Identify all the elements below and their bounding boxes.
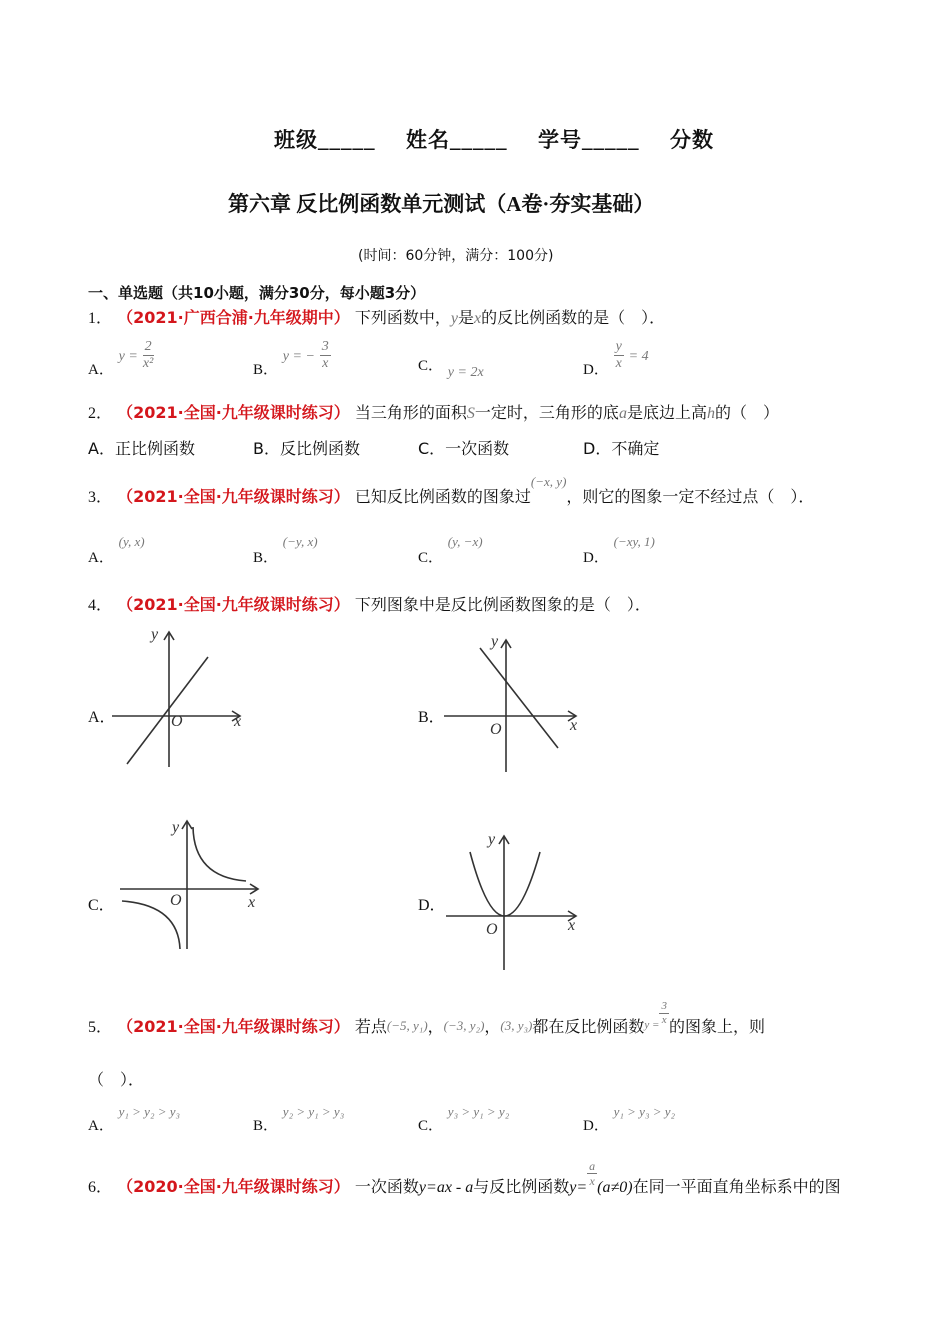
- question-6: [88, 1159, 841, 1196]
- math-expr: y₁ > y₃ > y₂: [613, 1104, 676, 1119]
- question-text: 是: [458, 308, 475, 327]
- math-expr: (−xy, 1): [613, 534, 655, 549]
- fraction-denominator: x²: [142, 356, 154, 371]
- fraction: [614, 340, 624, 371]
- math-expr: = 4: [628, 349, 649, 364]
- option-letter: C．: [418, 1118, 444, 1134]
- question-text: 的图象上，则: [668, 1017, 765, 1036]
- option-letter: A．: [88, 1118, 114, 1134]
- math-var: a: [618, 405, 627, 422]
- fraction: [143, 340, 154, 371]
- question-source: （2021·全国·九年级课时练习）: [117, 595, 350, 614]
- option-letter: D．: [583, 1118, 609, 1134]
- graph-a: [110, 622, 255, 772]
- question-number: 4．: [88, 597, 113, 614]
- q2-option-c[interactable]: C．一次函数: [418, 439, 510, 458]
- fraction-numerator: a: [589, 1159, 596, 1173]
- student-id-field: 学号_____: [538, 128, 640, 152]
- question-4: [88, 592, 651, 615]
- fraction-numerator: 3: [661, 1000, 667, 1012]
- q2-option-b[interactable]: B．反比例函数: [253, 439, 360, 458]
- y-axis-label: y: [151, 626, 159, 643]
- math-expr: (−y, x): [282, 534, 318, 549]
- math-expr: (a≠0): [597, 1179, 633, 1196]
- question-text: 当三角形的面积: [354, 403, 467, 422]
- math-expr: y₃ > y₁ > y₂: [447, 1104, 510, 1119]
- x-axis-label: x: [568, 917, 576, 934]
- question-number: 5．: [88, 1019, 113, 1036]
- fraction-denominator: x: [589, 1174, 595, 1188]
- graph-c: [114, 815, 264, 951]
- origin-label: O: [170, 892, 182, 909]
- math-expr: y₁ > y₂ > y₃: [118, 1104, 181, 1119]
- question-number: 3．: [88, 489, 113, 506]
- q1-option-b[interactable]: [253, 339, 331, 378]
- option-letter: B．: [253, 1118, 279, 1134]
- math-expr: (−5, y₁): [386, 1018, 428, 1033]
- math-var: x: [474, 310, 482, 327]
- class-field: 班级_____: [274, 128, 376, 152]
- question-5: [88, 1000, 765, 1036]
- q2-option-d[interactable]: D．不确定: [583, 439, 660, 458]
- question-source: （2021·广西合浦·九年级期中）: [117, 308, 350, 327]
- q1-option-c[interactable]: [418, 354, 484, 380]
- q2-option-a[interactable]: A．正比例函数: [88, 439, 195, 458]
- question-source: （2020·全国·九年级课时练习）: [117, 1177, 350, 1196]
- question-text: 下列函数中，: [354, 308, 451, 327]
- option-letter: B．: [253, 362, 279, 378]
- math-expr: (−3, y₂): [443, 1018, 485, 1033]
- graph-d: [442, 830, 587, 972]
- option-letter: D．: [583, 550, 609, 566]
- graph-line: [127, 657, 208, 764]
- q5-option-c[interactable]: [418, 1100, 510, 1134]
- option-letter: C．: [418, 358, 444, 374]
- question-text: 与反比例函数: [473, 1177, 570, 1196]
- q5-option-b[interactable]: [253, 1100, 345, 1134]
- hyperbola-branch-q1: [193, 827, 246, 881]
- x-axis-label: x: [248, 894, 256, 911]
- math-expr: y₂ > y₁ > y₃: [282, 1104, 345, 1119]
- math-expr: y = 2x: [447, 365, 484, 380]
- question-2: [88, 400, 779, 423]
- fraction-denominator: x: [322, 356, 329, 371]
- option-letter: A．: [88, 362, 114, 378]
- question-number: 6．: [88, 1179, 113, 1196]
- math-var: h: [706, 405, 715, 422]
- x-axis-label: x: [570, 717, 578, 734]
- fraction: [587, 1160, 597, 1187]
- question-text: ，: [427, 1017, 444, 1036]
- page-subtitle: (时间：60分钟，满分：100分): [358, 248, 554, 264]
- question-text: 若点: [354, 1017, 387, 1036]
- question-text: 已知反比例函数的图象过: [354, 487, 531, 506]
- q3-option-d[interactable]: [583, 530, 655, 566]
- q4-option-c[interactable]: C．: [88, 897, 115, 914]
- score-field: 分数: [670, 128, 714, 152]
- fraction: [320, 340, 331, 371]
- q5-option-d[interactable]: [583, 1100, 676, 1134]
- question-source: （2021·全国·九年级课时练习）: [117, 487, 350, 506]
- option-letter: A．: [88, 550, 114, 566]
- question-text: ，: [484, 1017, 501, 1036]
- question-number: 1．: [88, 310, 113, 327]
- origin-label: O: [171, 713, 183, 730]
- question-number: 2．: [88, 405, 113, 422]
- question-text: 一次函数: [354, 1177, 419, 1196]
- parabola: [470, 852, 540, 916]
- q4-option-a[interactable]: A．: [88, 709, 116, 726]
- fraction-denominator: x: [615, 356, 622, 371]
- fraction-denominator: x: [661, 1014, 667, 1026]
- math-expr: y=: [569, 1179, 588, 1196]
- question-1: [88, 305, 665, 328]
- math-var: y: [450, 310, 459, 327]
- question-text: 是底边上高: [626, 403, 707, 422]
- math-expr: y =: [118, 349, 138, 364]
- fraction: [659, 1001, 669, 1026]
- question-source: （2021·全国·九年级课时练习）: [117, 1017, 350, 1036]
- y-axis-label: y: [172, 819, 180, 836]
- graph-b: [440, 628, 585, 776]
- math-var: S: [466, 405, 475, 422]
- math-expr: y=ax - a: [418, 1179, 474, 1196]
- q3-option-a[interactable]: [88, 530, 145, 566]
- math-expr: y =: [644, 1019, 660, 1031]
- math-expr: (3, y₃): [500, 1018, 533, 1033]
- option-letter: D．: [583, 362, 609, 378]
- question-text: 都在反比例函数: [532, 1017, 645, 1036]
- question-5-blank: （ ）．: [88, 1070, 145, 1089]
- q4-option-b[interactable]: B．: [418, 709, 445, 726]
- option-letter: C．: [418, 550, 444, 566]
- question-text: 的（ ）: [714, 403, 779, 422]
- q4-option-d[interactable]: D．: [418, 897, 446, 914]
- question-text: ，则它的图象一定不经过点（ ）．: [566, 487, 815, 506]
- math-expr: (y, −x): [447, 534, 483, 549]
- origin-label: O: [486, 921, 498, 938]
- fraction-numerator: y: [615, 339, 622, 354]
- q5-option-a[interactable]: [88, 1100, 181, 1134]
- math-expr: y = −: [282, 349, 315, 364]
- page-title: 第六章 反比例函数单元测试（A卷·夯实基础）: [228, 192, 655, 216]
- question-text: 下列图象中是反比例函数图象的是（ ）．: [354, 595, 651, 614]
- section-heading: 一、单选题（共10小题，满分30分，每小题3分）: [88, 284, 426, 302]
- x-axis-label: x: [234, 713, 242, 730]
- origin-label: O: [490, 721, 502, 738]
- fraction-numerator: 3: [321, 339, 329, 354]
- math-expr: (y, x): [118, 534, 145, 549]
- y-axis-label: y: [488, 831, 496, 848]
- math-expr: (−x, y): [530, 474, 567, 489]
- question-source: （2021·全国·九年级课时练习）: [117, 403, 350, 422]
- q1-option-a[interactable]: [88, 339, 154, 378]
- q3-option-b[interactable]: [253, 530, 318, 566]
- header-fields: [274, 124, 714, 154]
- question-text: 在同一平面直角坐标系中的图: [632, 1177, 841, 1196]
- q3-option-c[interactable]: [418, 530, 483, 566]
- question-3: [88, 468, 815, 506]
- option-letter: B．: [253, 550, 279, 566]
- question-text: 一定时，三角形的底: [474, 403, 619, 422]
- question-text: 的反比例函数的是（ ）．: [481, 308, 666, 327]
- fraction-numerator: 2: [144, 339, 152, 354]
- name-field: 姓名_____: [406, 128, 508, 152]
- q1-option-d[interactable]: [583, 339, 649, 378]
- y-axis-label: y: [491, 633, 499, 650]
